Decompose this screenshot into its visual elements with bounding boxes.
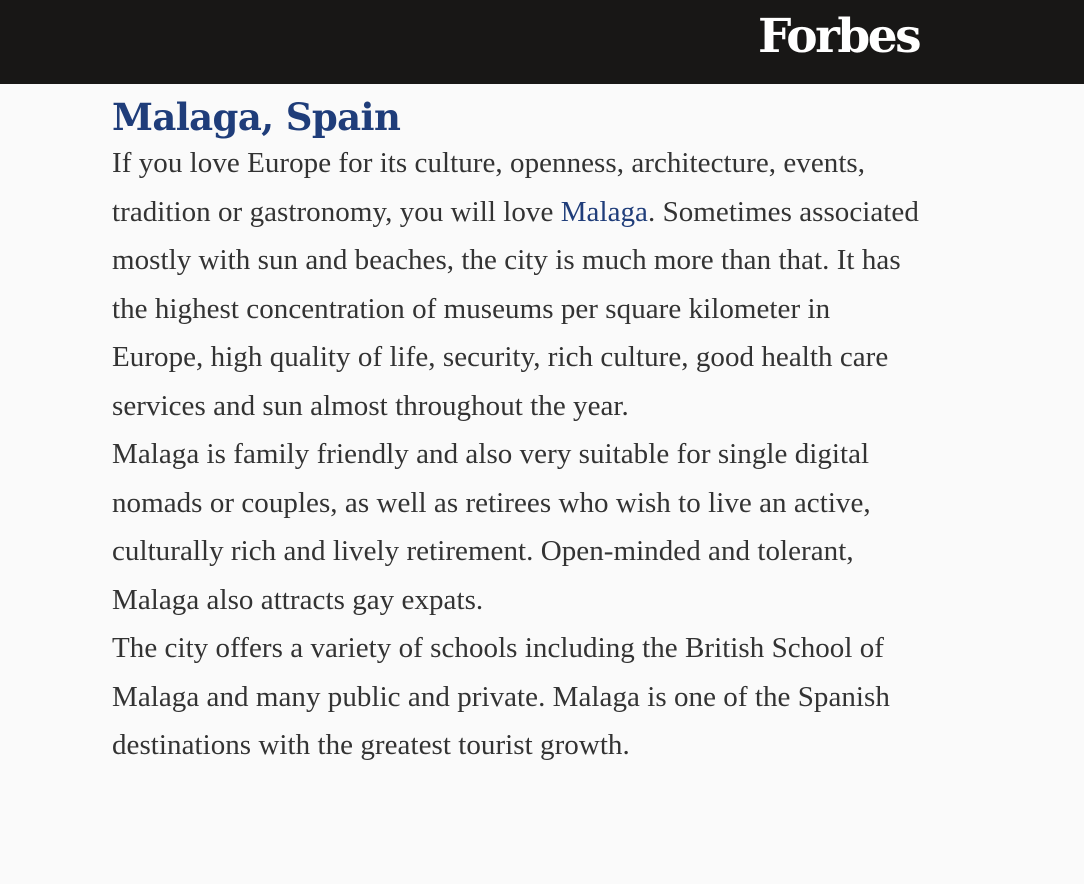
paragraph-line: If you love Europe for its culture, openness, architecture, events, [112,147,866,179]
article-paragraph-2 [112,430,1012,624]
paragraph-line: culturally rich and lively retirement. Open-minded and tolerant, [112,535,854,567]
paragraph-line [112,188,1012,237]
paragraph-line: Malaga also attracts gay expats. [112,583,484,616]
paragraph-line: nomads or couples, as well as retirees who wish to live an active, [112,486,871,519]
malaga-link[interactable]: Malaga [560,195,648,228]
site-header [0,0,1084,84]
paragraph-line: the highest concentration of museums per square kilometer in [112,292,831,325]
paragraph-line: Malaga and many public and private. Malaga is one of the Spanish [112,680,890,713]
forbes-logo[interactable]: Forbes [758,9,920,64]
line-text: tradition or gastronomy, you will love [112,195,561,228]
article-paragraph-3 [112,624,1012,770]
paragraph-line: Malaga is family friendly and also very suitable for single digital [112,438,870,470]
paragraph-line: The city offers a variety of schools including the British School of [112,632,885,664]
paragraph-line: Europe, high quality of life, security, rich culture, good health care [112,341,889,373]
line-text: . Sometimes associated [647,195,919,228]
article-body [112,84,1012,770]
paragraph-line: mostly with sun and beaches, the city is much more than that. It has [112,244,901,276]
article-paragraph-1 [112,139,1012,430]
paragraph-line: destinations with the greatest tourist growth. [112,729,630,761]
paragraph-line: services and sun almost throughout the year. [112,389,629,422]
article-section-title: Malaga, Spain [112,95,401,139]
